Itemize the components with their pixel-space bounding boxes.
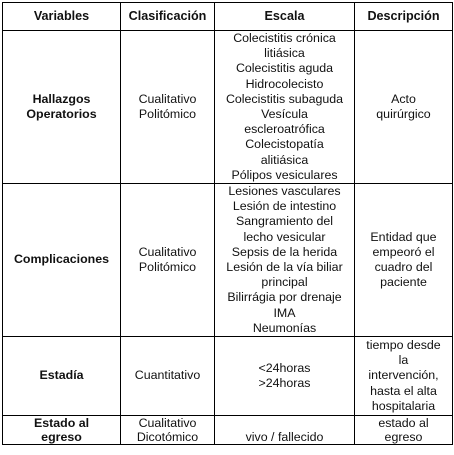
escala-text: >24horas <box>258 376 311 391</box>
escala-text: Lesiones vasculares <box>228 184 341 199</box>
escala-text: vivo / fallecido <box>245 430 324 445</box>
escala-text: Pólipos vesiculares <box>231 167 338 182</box>
descripcion-text: hospitalaria <box>371 398 436 413</box>
escala-text: lecho vesicular <box>243 229 326 244</box>
descripcion-text: la <box>398 353 409 368</box>
descripcion-text: Entidad que <box>370 229 437 244</box>
escala-text: Lesión de intestino <box>232 199 337 214</box>
escala-text: alitiásica <box>260 152 309 167</box>
escala-cell <box>215 31 355 184</box>
descripcion-cell <box>355 416 453 445</box>
clasificacion-text: Cualitativo <box>138 244 197 259</box>
variable-cell <box>3 31 121 184</box>
clasificacion-text: Cuantitativo <box>134 368 201 383</box>
descripcion-text: egreso <box>384 430 423 445</box>
header-clasificacion: Clasificación <box>121 3 215 31</box>
escala-text: Hidrocolecisto <box>245 76 324 91</box>
header-escala: Escala <box>215 3 355 31</box>
escala-text: Colecistitis subaguda <box>225 91 344 106</box>
header-variables: Variables <box>3 3 121 31</box>
descripcion-text: Acto <box>391 91 416 106</box>
descripcion-text: empeoró el <box>372 244 435 259</box>
variable-cell <box>3 337 121 416</box>
variables-table <box>2 2 453 445</box>
escala-text: IMA <box>273 305 296 320</box>
escala-text: <24horas <box>258 360 311 375</box>
clasificacion-text: Cualitativo <box>138 91 197 106</box>
escala-text: Sangramiento del <box>235 214 334 229</box>
variable-text: egreso <box>41 430 82 445</box>
escala-text: principal <box>261 275 308 290</box>
table-row <box>3 31 453 184</box>
variable-text: Estado al <box>33 416 90 431</box>
escala-cell <box>215 184 355 337</box>
escala-cell <box>215 416 355 445</box>
clasificacion-text: Dicotómico <box>136 430 199 445</box>
descripcion-text: hasta el alta <box>370 383 437 398</box>
descripcion-cell <box>355 31 453 184</box>
escala-text: Colecistitis aguda <box>235 61 334 76</box>
table-header-row <box>3 3 453 31</box>
escala-text: Colecistitis crónica <box>233 31 336 45</box>
clasificacion-cell <box>121 31 215 184</box>
table-row <box>3 416 453 445</box>
descripcion-text: estado al <box>378 416 429 431</box>
descripcion-text: paciente <box>380 275 427 290</box>
table-row <box>3 337 453 416</box>
clasificacion-cell <box>121 416 215 445</box>
variable-text: Estadía <box>39 368 84 383</box>
descripcion-cell <box>355 184 453 337</box>
escala-text: Vesícula <box>261 107 308 122</box>
variable-text: Operatorios <box>26 107 97 122</box>
table-row <box>3 184 453 337</box>
variable-cell <box>3 184 121 337</box>
descripcion-cell <box>355 337 453 416</box>
escala-text: Bilirrágia por drenaje <box>227 290 342 305</box>
variable-text: Hallazgos <box>32 91 91 106</box>
descripcion-text: intervención, <box>368 368 439 383</box>
variable-cell <box>3 416 121 445</box>
escala-text: Sepsis de la herida <box>231 244 338 259</box>
descripcion-text: quirúrgico <box>376 107 431 122</box>
header-descripcion: Descripción <box>355 3 453 31</box>
escala-text: escleroatrófica <box>244 122 325 137</box>
escala-cell <box>215 337 355 416</box>
clasificacion-cell <box>121 337 215 416</box>
escala-text: Neumonías <box>252 320 317 335</box>
descripcion-text: tiempo desde <box>366 338 441 353</box>
escala-text: Lesión de la vía biliar <box>226 260 343 275</box>
variable-text: Complicaciones <box>13 252 110 267</box>
descripcion-text: cuadro del <box>374 260 433 275</box>
clasificacion-cell <box>121 184 215 337</box>
clasificacion-text: Politómico <box>138 107 197 122</box>
clasificacion-text: Politómico <box>138 260 197 275</box>
clasificacion-text: Cualitativo <box>138 416 197 431</box>
escala-text: Colecistopatía <box>245 137 324 152</box>
escala-text: litiásica <box>264 46 305 61</box>
